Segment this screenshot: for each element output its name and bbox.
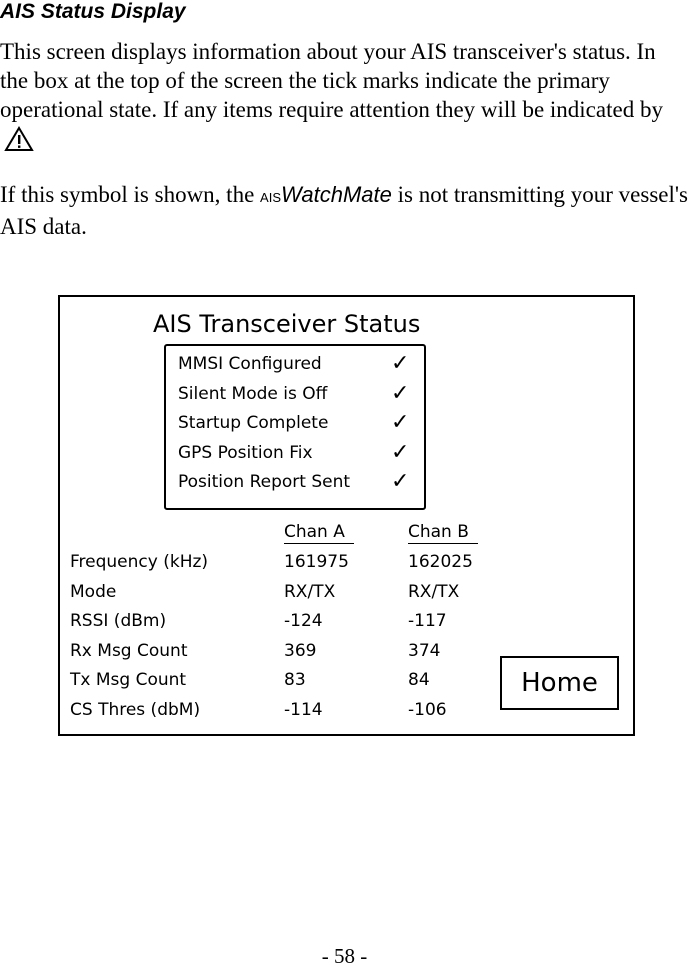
status-item xyxy=(178,352,424,376)
page-number: - 58 - xyxy=(321,944,368,968)
table-row xyxy=(70,668,490,692)
warning-triangle-icon xyxy=(4,126,34,159)
chan-a-value: RX/TX xyxy=(284,582,336,602)
table-row xyxy=(70,580,490,604)
status-item xyxy=(178,441,424,465)
check-icon: ✓ xyxy=(391,351,410,376)
status-item-label: Startup Complete xyxy=(178,413,329,433)
warning-note-prefix: If this symbol is shown, the xyxy=(0,182,261,207)
intro-text: This screen displays information about your AIS transceiver's status. In the box at the top of the screen the tick marks indicate the primary operational state. If any items require attention they will be indicated by xyxy=(0,39,663,122)
column-header-chan-b: Chan B xyxy=(408,521,478,544)
ais-status-screen xyxy=(58,295,635,736)
table-row xyxy=(70,609,490,633)
intro-paragraph xyxy=(0,37,689,159)
table-row xyxy=(70,639,490,663)
row-label: CS Thres (dbM) xyxy=(70,700,201,720)
chan-a-value: 369 xyxy=(284,641,317,661)
chan-b-value: -106 xyxy=(408,700,447,720)
chan-b-value: -117 xyxy=(408,611,447,631)
chan-a-value: 83 xyxy=(284,670,306,690)
status-item-label: Position Report Sent xyxy=(178,472,351,492)
screen-title: AIS Transceiver Status xyxy=(153,310,421,338)
status-box xyxy=(164,344,426,510)
status-item xyxy=(178,470,424,494)
check-icon: ✓ xyxy=(391,410,410,435)
chan-b-value: RX/TX xyxy=(408,582,460,602)
brand-prefix: AIS xyxy=(260,190,281,205)
status-item-label: MMSI Configured xyxy=(178,354,322,374)
home-button[interactable]: Home xyxy=(500,656,619,710)
check-icon: ✓ xyxy=(391,440,410,465)
status-item-label: Silent Mode is Off xyxy=(178,384,328,404)
status-item-label: GPS Position Fix xyxy=(178,443,313,463)
warning-note-suffix: is not transmitting your vessel's AIS data. xyxy=(0,182,688,239)
brand-name: WatchMate xyxy=(281,182,392,207)
check-icon: ✓ xyxy=(391,381,410,406)
section-heading: AIS Status Display xyxy=(0,0,186,23)
check-icon: ✓ xyxy=(391,469,410,494)
warning-note-paragraph xyxy=(0,180,689,241)
row-label: Tx Msg Count xyxy=(70,670,187,690)
row-label: Rx Msg Count xyxy=(70,641,188,661)
row-label: RSSI (dBm) xyxy=(70,611,167,631)
row-label: Frequency (kHz) xyxy=(70,552,209,572)
chan-b-value: 162025 xyxy=(408,552,473,572)
chan-b-value: 84 xyxy=(408,670,430,690)
chan-a-value: -114 xyxy=(284,700,323,720)
table-row xyxy=(70,698,490,722)
chan-a-value: -124 xyxy=(284,611,323,631)
table-row xyxy=(70,550,490,574)
column-header-chan-a: Chan A xyxy=(284,521,354,544)
status-item xyxy=(178,411,424,435)
row-label: Mode xyxy=(70,582,117,602)
chan-a-value: 161975 xyxy=(284,552,349,572)
chan-b-value: 374 xyxy=(408,641,441,661)
status-item xyxy=(178,382,424,406)
